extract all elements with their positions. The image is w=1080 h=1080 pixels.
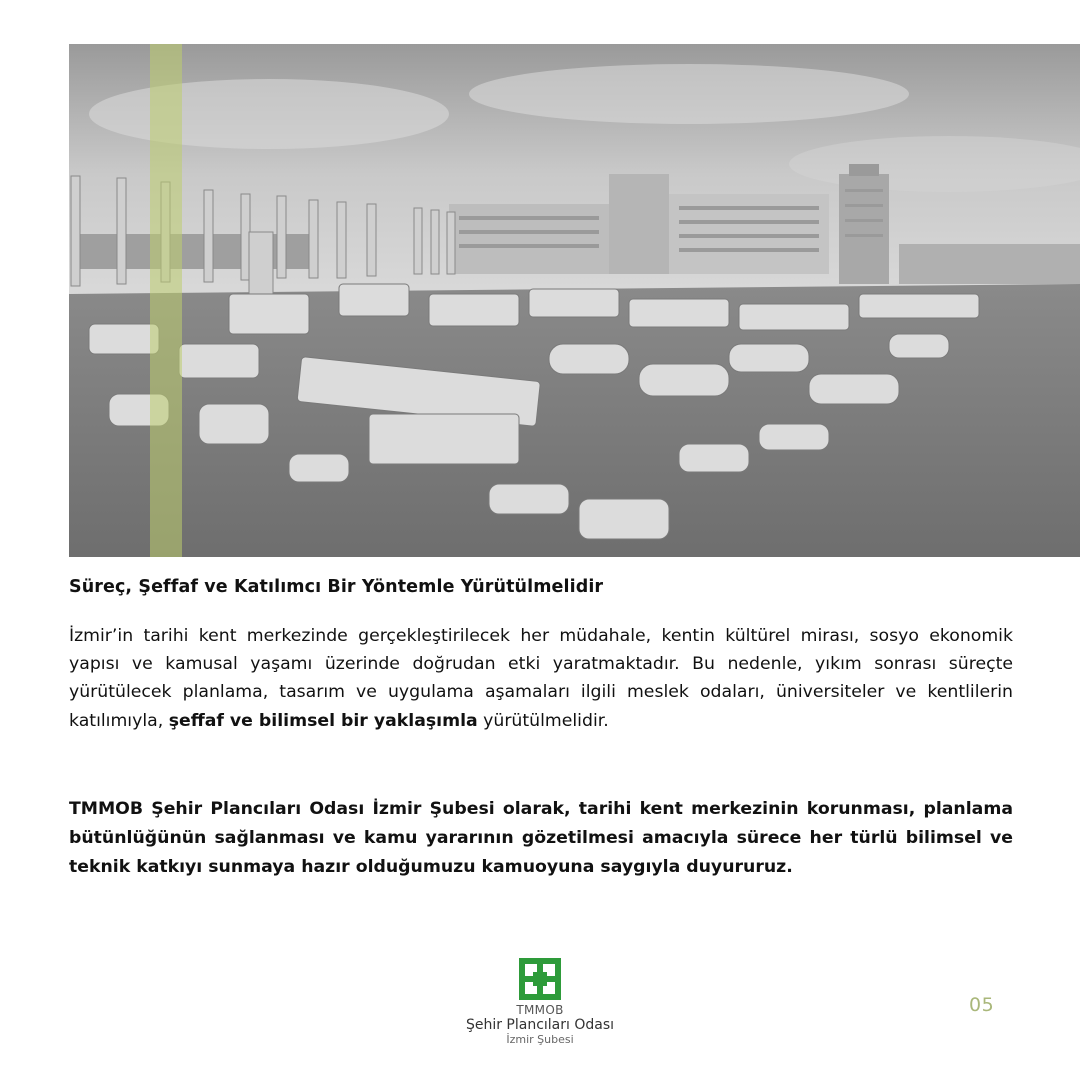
logo-org-name: TMMOB (516, 1003, 564, 1017)
agora-ruins-photo (69, 44, 1080, 557)
paragraph-1-emphasis: şeffaf ve bilimsel bir yaklaşımla (168, 710, 478, 731)
accent-bar (150, 44, 182, 557)
logo-branch-name: İzmir Şubesi (506, 1033, 574, 1046)
paragraph-1-ending: yürütülmelidir. (477, 710, 609, 731)
paragraph-1-text: İzmir’in tarihi kent merkezinde gerçekleştirilecek her müdahale, kentin kültürel mirası, sosyo ekonomik yapısı ve kamusal yaşamı üzerinde doğrudan etki yaratmaktadır. Bu nedenle, yıkım sonrası süreçte yürütülecek planlama, tasarım ve uygulama aşamaları ilgili meslek odaları, üniversiteler ve kentlilerin katılımıyla, (69, 626, 1013, 731)
footer-logo (450, 958, 630, 1046)
page-number: 05 (969, 994, 995, 1016)
logo-chamber-name: Şehir Plancıları Odası (465, 1017, 615, 1033)
section-heading: Süreç, Şeffaf ve Katılımcı Bir Yöntemle Yürütülmelidir (69, 577, 604, 597)
paragraph-2: TMMOB Şehir Plancıları Odası İzmir Şubesi olarak, tarihi kent merkezinin korunması, planlama bütünlüğünün sağlanması ve kamu yararının gözetilmesi amacıyla sürece her türlü bilimsel ve teknik katkıyı sunmaya hazır olduğumuzu kamuoyuna saygıyla duyururuz. (69, 799, 1013, 877)
tmmob-logo-icon (519, 958, 561, 1000)
paragraph-1 (69, 622, 1013, 735)
